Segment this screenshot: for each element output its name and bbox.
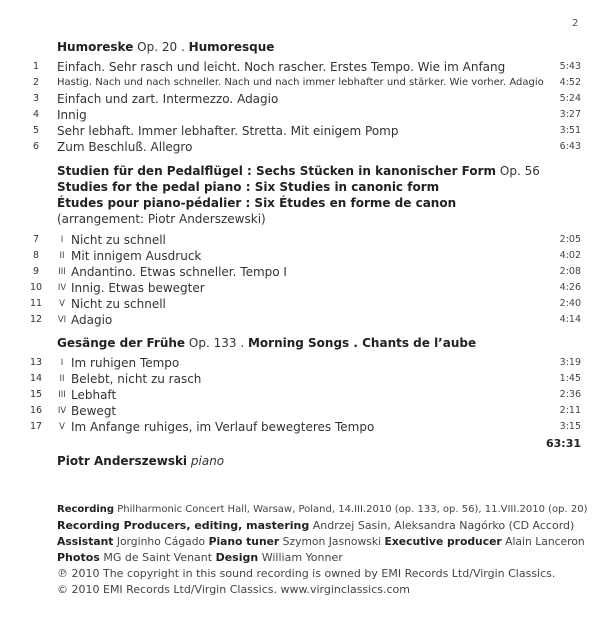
track-row	[0, 59, 599, 75]
track-row	[0, 264, 599, 280]
track-number: 10	[30, 282, 43, 293]
total-time: 63:31	[545, 437, 581, 450]
gesaenge-alt-title: Morning Songs . Chants de l’aube	[247, 336, 477, 350]
track-row	[0, 91, 599, 107]
track-duration: 4:02	[559, 250, 581, 261]
credit-label: Piano tuner	[208, 535, 280, 548]
credit-value: Alain Lanceron	[505, 535, 585, 548]
studien-heading-en	[57, 180, 439, 194]
track-duration: 3:15	[559, 421, 581, 432]
track-title: Innig	[57, 108, 87, 122]
track-duration: 2:40	[559, 298, 581, 309]
credit-label: Recording Producers, editing, mastering	[57, 519, 310, 532]
gesaenge-heading	[57, 336, 476, 350]
track-title: Sehr lebhaft. Immer lebhafter. Stretta. Mit einigem Pomp	[57, 124, 399, 138]
track-row	[0, 419, 599, 435]
credit-label: Design	[215, 551, 259, 564]
movement-numeral: V	[59, 422, 65, 432]
studien-title-en: Studies for the pedal piano : Six Studies in canonic form	[57, 180, 440, 194]
track-row	[0, 312, 599, 328]
track-duration: 3:19	[559, 357, 581, 368]
track-number: 14	[30, 373, 43, 384]
track-row	[0, 355, 599, 371]
track-title: Im ruhigen Tempo	[71, 356, 180, 370]
track-duration: 2:08	[559, 266, 581, 277]
movement-numeral: II	[59, 251, 65, 261]
studien-heading-fr	[57, 196, 456, 210]
track-title: Nicht zu schnell	[71, 233, 166, 247]
credit-value: Philharmonic Concert Hall, Warsaw, Poland, 14.III.2010 (op. 133, op. 56), 11.VIII.2010 (op. 20)	[117, 504, 588, 515]
track-duration: 3:51	[559, 125, 581, 136]
track-number: 16	[30, 405, 43, 416]
track-duration: 1:45	[559, 373, 581, 384]
track-duration: 2:05	[559, 234, 581, 245]
track-title: Hastig. Nach und nach schneller. Nach und nach immer lebhafter und stärker. Wie vorher. Adagio	[57, 77, 544, 88]
track-number: 12	[30, 314, 43, 325]
phonogram-copyright: ℗ 2010 The copyright in this sound recording is owned by EMI Records Ltd/Virgin Classics.	[57, 567, 556, 580]
credit-label: Recording	[57, 504, 115, 515]
movement-numeral: IV	[57, 283, 67, 293]
track-number: 2	[32, 77, 40, 88]
track-row	[0, 139, 599, 155]
movement-numeral: III	[58, 390, 66, 400]
track-row	[0, 232, 599, 248]
performer	[57, 454, 224, 468]
track-title: Zum Beschluß. Allegro	[57, 140, 193, 154]
track-number: 3	[32, 93, 40, 104]
movement-numeral: II	[59, 374, 65, 384]
humoreske-title: Humoreske	[57, 40, 134, 54]
track-number: 15	[30, 389, 43, 400]
track-duration: 4:14	[559, 314, 581, 325]
studien-opus: Op. 56	[499, 164, 540, 178]
humoreske-heading	[57, 40, 274, 54]
track-number: 17	[30, 421, 43, 432]
track-number: 11	[30, 298, 43, 309]
studien-title: Studien für den Pedalflügel : Sechs Stücken in kanonischer Form	[57, 164, 497, 178]
track-title: Einfach. Sehr rasch und leicht. Noch rascher. Erstes Tempo. Wie im Anfang	[57, 60, 506, 74]
gesaenge-title: Gesänge der Frühe	[57, 336, 186, 350]
credit-value: MG de Saint Venant	[103, 551, 213, 564]
track-number: 1	[32, 61, 40, 72]
performer-instrument: piano	[190, 454, 225, 468]
track-duration: 2:36	[559, 389, 581, 400]
track-row	[0, 280, 599, 296]
humoreske-opus: Op. 20 .	[137, 40, 185, 54]
track-row	[0, 248, 599, 264]
track-row	[0, 107, 599, 123]
track-duration: 5:43	[559, 61, 581, 72]
track-title: Mit innigem Ausdruck	[71, 249, 202, 263]
track-title: Lebhaft	[71, 388, 117, 402]
credit-label: Assistant	[57, 535, 114, 548]
track-row	[0, 123, 599, 139]
track-duration: 3:27	[559, 109, 581, 120]
credit-staff	[57, 534, 585, 550]
track-title: Adagio	[71, 313, 113, 327]
credit-producers	[57, 518, 574, 534]
track-row	[0, 75, 599, 91]
track-title: Bewegt	[71, 404, 117, 418]
track-number: 13	[30, 357, 43, 368]
track-title: Andantino. Etwas schneller. Tempo I	[71, 265, 287, 279]
track-title: Im Anfange ruhiges, im Verlauf bewegteres Tempo	[71, 420, 375, 434]
credit-label: Photos	[57, 551, 100, 564]
credit-recording	[57, 502, 588, 518]
track-duration: 5:24	[559, 93, 581, 104]
track-number: 9	[32, 266, 40, 277]
track-row	[0, 403, 599, 419]
total-time-row	[0, 436, 599, 452]
movement-numeral: III	[58, 267, 66, 277]
movement-numeral: IV	[57, 406, 67, 416]
credit-value: Andrzej Sasin, Aleksandra Nagórko (CD Accord)	[312, 519, 575, 532]
track-duration: 4:52	[559, 77, 581, 88]
movement-numeral: V	[59, 299, 65, 309]
movement-numeral: I	[60, 358, 64, 368]
track-number: 7	[32, 234, 40, 245]
track-number: 8	[32, 250, 40, 261]
track-duration: 4:26	[559, 282, 581, 293]
movement-numeral: I	[60, 235, 64, 245]
page-number: 2	[572, 18, 579, 29]
copyright-line: © 2010 EMI Records Ltd/Virgin Classics. www.virginclassics.com	[57, 583, 410, 596]
track-row	[0, 371, 599, 387]
track-duration: 6:43	[559, 141, 581, 152]
track-number: 5	[32, 125, 40, 136]
movement-numeral: VI	[57, 315, 67, 325]
credit-label: Executive producer	[384, 535, 502, 548]
track-title: Innig. Etwas bewegter	[71, 281, 205, 295]
track-number: 6	[32, 141, 40, 152]
track-title: Belebt, nicht zu rasch	[71, 372, 202, 386]
credit-value: Szymon Jasnowski	[282, 535, 382, 548]
track-duration: 2:11	[559, 405, 581, 416]
credit-value: William Yonner	[261, 551, 343, 564]
studien-title-fr: Études pour piano-pédalier : Six Études en forme de canon	[57, 196, 457, 210]
humoreske-alt-title: Humoresque	[188, 40, 275, 54]
track-title: Einfach und zart. Intermezzo. Adagio	[57, 92, 279, 106]
credit-value: Jorginho Cágado	[116, 535, 206, 548]
credit-photos-design	[57, 550, 343, 566]
studien-heading	[57, 164, 540, 178]
studien-arrangement: (arrangement: Piotr Anderszewski)	[57, 212, 266, 226]
performer-name: Piotr Anderszewski	[57, 454, 188, 468]
gesaenge-opus: Op. 133 .	[188, 336, 245, 350]
track-row	[0, 296, 599, 312]
track-title: Nicht zu schnell	[71, 297, 166, 311]
track-row	[0, 387, 599, 403]
track-number: 4	[32, 109, 40, 120]
